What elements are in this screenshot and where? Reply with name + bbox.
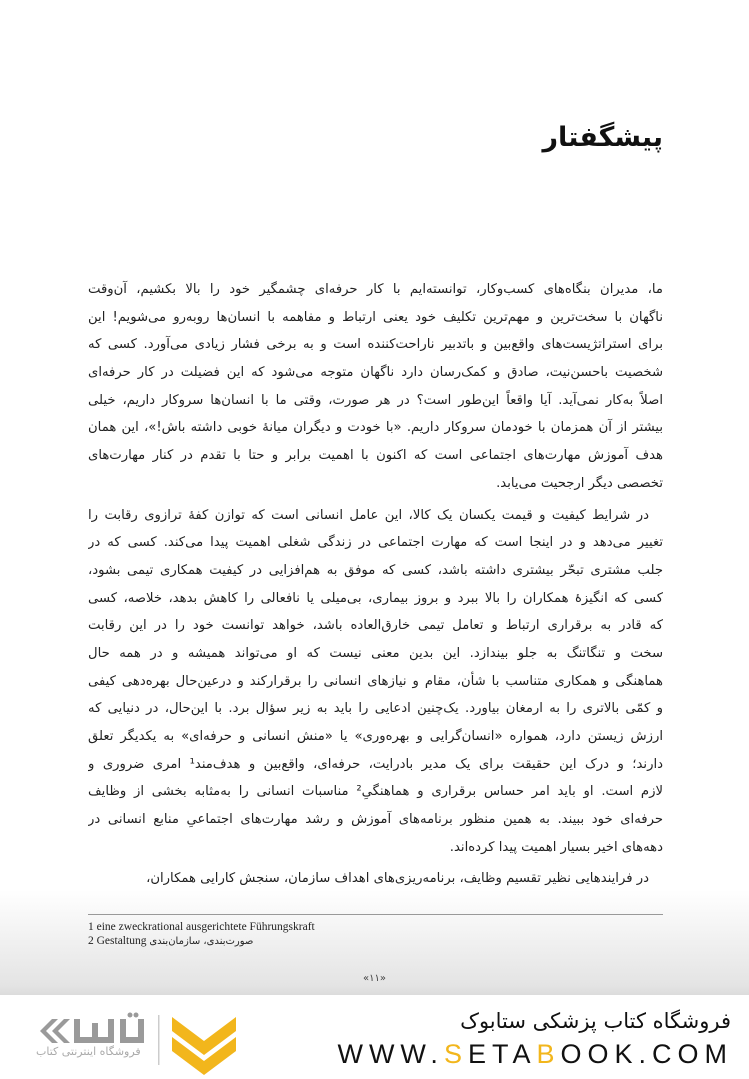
text-line: لازم است. او باید امر حساس برقراری و هماهنگیِ² مناسبات انسانی را به‌مثابه بخشی از وظایف [88,784,663,800]
store-url[interactable] [337,1039,733,1070]
url-part: WWW. [337,1039,444,1069]
text-line: شخصیت باحسن‌نیت، صادق و کمک‌رسان دارد ناگهان متوجه می‌شود که این فضیلت در کار حرفه‌ای [88,365,663,381]
paragraph [88,865,663,893]
store-name: فروشگاه کتاب پزشکی ستابوک [460,1009,731,1033]
footnote-2-text: 2 Gestaltung [88,935,147,947]
page-title: پیشگفتار [542,122,663,153]
text-line: هماهنگی و همکاری متناسب با شأن، مقام و نیازهای انسانی را برقرارکند و درعین‌حال بهره‌دهی کیفی [88,673,663,689]
text-line: هدف آموزش مهارت‌های اجتماعی است که اکنون با اهمیت برابر و حتا با تقدم در کنار مهارت‌های [88,448,663,464]
paragraph [88,276,663,498]
text-line: دارند؛ و درک این حقیقت برای یک مدیر بادرایت، حرفه‌ای، واقع‌بین و هدف‌مند¹ امری ضروری و [88,756,663,772]
page-number: «۱۱» [363,973,386,984]
setabook-logo [30,1011,260,1075]
footnote-divider [88,914,663,915]
text-line: تخصصی دیگر ارجحیت می‌یابد. [496,475,663,491]
text-line: ما، مدیران بنگاه‌های کسب‌وکار، توانسته‌ایم با کار حرفه‌ای چشمگیر خود را بالا بکشیم، آن‌وقت [88,282,663,297]
text-line: و کمّی بالاتری را به ارمغان بیاورد. یک‌چنین ادعایی را باید به زیر سؤال برد. با این‌حال، در دنیایی که [88,701,663,717]
footnote-1 [88,921,315,933]
store-banner [0,995,749,1079]
footnote-1-text: 1 eine zweckrational ausgerichtete Führungskraft [88,921,315,933]
footnote-2 [88,935,253,947]
text-line: ارزش زیستن دارد، همواره «انسان‌گرایی و بهره‌وری» یا «منش انسانی و حرفه‌ای» به یکدیگر تعلق [88,729,663,744]
text-line: سخت و تنگاتنگ به جلو بیندازد. این بدین معنی نیست که او می‌تواند همیشه و در همه حال [88,645,663,661]
body-text [88,276,663,897]
url-part-accent: S [443,1039,468,1069]
text-line: دهه‌های اخیر بسیار اهمیت پیدا کرده‌اند. [449,839,663,855]
logo-subtitle: فروشگاه اینترنتی کتاب [36,1045,141,1058]
text-line: برای استراتژیست‌های واقع‌بین و باتدبیر ناراحت‌کننده است و به برخی فشار زیادی می‌آورد. کسی که [88,337,663,353]
footnote-2-persian: صورت‌بندی، سازمان‌بندی [149,936,254,947]
text-line: در شرایط کیفیت و قیمت یکسان یک کالا، این عامل انسانی است که توازن کفهٔ ترازوی رقابت را [88,507,649,523]
url-part-accent: B [536,1039,561,1069]
text-line: در فرایندهایی نظیر تقسیم وظایف، برنامه‌ریزی‌های اهداف سازمان، سنجش کارایی همکاران، [146,871,649,887]
text-line: بیشتر از آن همزمان با خودمان سروکار داریم. «با خودت و دیگران میانهٔ خوبی داشته باش!»، این همان [88,420,663,436]
url-part: ETA [467,1039,537,1069]
text-line: ناگهان با سخت‌ترین و مهم‌ترین تکلیف خود یعنی ارتباط و مفاهمه با انسان‌ها روبه‌رو می‌شویم! این [88,309,663,325]
text-line: جلب مشتری تبحّر بیشتری داشته باشد، کسی که موفق به هم‌افزایی در کیفیت همکاری تیمی بشود، [88,562,663,578]
text-line: کسی که انگیزهٔ همکاران را بالا ببرد و بروز بیماری، بی‌میلی یا نافعالی را کاهش بدهد، خلاصه، کسی [88,590,663,606]
text-line: اصلاً به‌کار نمی‌آید. آیا واقعاً این‌طور است؟ در هر صورت، وقتی ما با انسان‌ها سروکار داریم، خیلی [88,392,663,408]
text-line: حرفه‌ای خود ببیند. به همین منظور برنامه‌های آموزش و رشد مهارت‌های اجتماعیِ منابع انسانی در [88,812,663,828]
text-line: تغییر می‌دهد و در اینجا است که مهارت اجتماعی در زندگی شغلی اهمیت پیدا می‌کند. کسی که در [88,535,663,551]
text-line: که قادر به برقراری ارتباط و تعامل تیمی خارق‌العاده باشد، خواهد توانست خود را در این رقابت [88,618,663,634]
url-part: OOK.COM [560,1039,733,1069]
paragraph [88,502,663,862]
